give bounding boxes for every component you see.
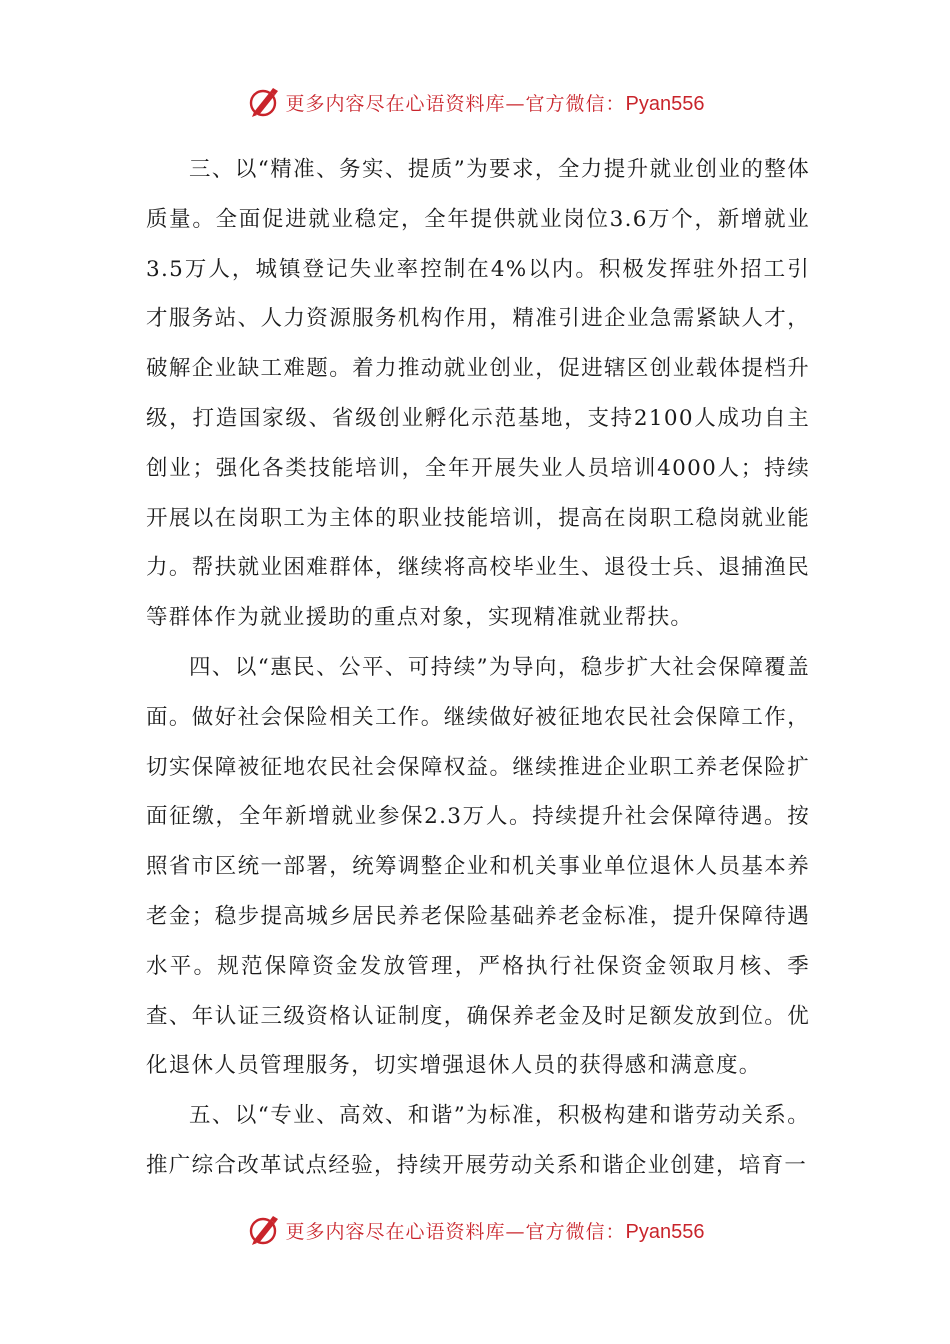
header-banner — [0, 82, 950, 122]
paragraph-employment: 三、以“精准、务实、提质”为要求，全力提升就业创业的整体质量。全面促进就业稳定，全年提供就业岗位3.6万个，新增就业3.5万人，城镇登记失业率控制在4%以内。积极发挥驻外招工引才服务站、人力资源服务机构作用，精准引进企业急需紧缺人才，破解企业缺工难题。着力推动就业创业，促进辖区创业载体提档升级，打造国家级、省级创业孵化示范基地，支持2100人成功自主创业；强化各类技能培训，全年开展失业人员培训4000人；持续开展以在岗职工为主体的职业技能培训，提高在岗职工稳岗就业能力。帮扶就业困难群体，继续将高校毕业生、退役士兵、退捕渔民等群体作为就业援助的重点对象，实现精准就业帮扶。 — [146, 157, 810, 631]
pen-circle-icon — [246, 1212, 282, 1248]
wechat-id: Pyan556 — [625, 1220, 705, 1243]
banner-text: 更多内容尽在心语资料库—官方微信：Pyan556 — [285, 1220, 705, 1243]
body-content — [146, 145, 810, 1191]
footer-banner — [0, 1210, 950, 1250]
pen-circle-icon — [246, 84, 282, 120]
paragraph-social-security: 四、以“惠民、公平、可持续”为导向，稳步扩大社会保障覆盖面。做好社会保险相关工作。继续做好被征地农民社会保障工作，切实保障被征地农民社会保障权益。继续推进企业职工养老保险扩面征缴，全年新增就业参保2.3万人。持续提升社会保障待遇。按照省市区统一部署，统筹调整企业和机关事业单位退休人员基本养老金；稳步提高城乡居民养老保险基础养老金标准，提升保障待遇水平。规范保障资金发放管理，严格执行社保资金领取月核、季查、年认证三级资格认证制度，确保养老金及时足额发放到位。优化退休人员管理服务，切实增强退休人员的获得感和满意度。 — [146, 654, 810, 1079]
paragraph-labor-relations: 五、以“专业、高效、和谐”为标准，积极构建和谐劳动关系。推广综合改革试点经验，持续开展劳动关系和谐企业创建，培育一 — [146, 1103, 810, 1178]
banner-text: 更多内容尽在心语资料库—官方微信：Pyan556 — [285, 92, 705, 115]
wechat-id: Pyan556 — [625, 92, 705, 115]
